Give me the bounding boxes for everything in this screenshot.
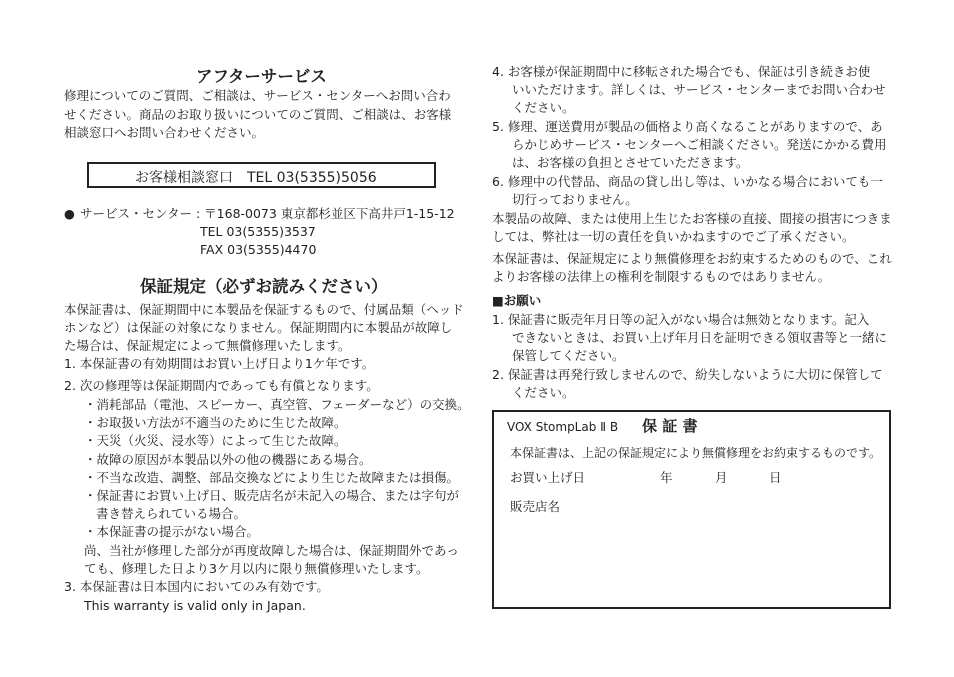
bullet-icon: ●: [64, 206, 75, 221]
warranty-item-cont: ください。: [512, 100, 575, 115]
warranty-english-note: This warranty is valid only in Japan.: [84, 598, 306, 613]
purchase-day-label: 日: [769, 470, 782, 485]
request-item-2: 2. 保証書は再発行致しませんので、紛失しないように大切に保管して: [492, 367, 883, 382]
warranty-note: ても、修理した日より3ケ月以内に限り無償修理いたします。: [84, 561, 429, 576]
service-center-address: サービス・センター : 〒168-0073 東京都杉並区下高井戸1-15-12: [80, 206, 455, 221]
warranty-item-cont: いいただけます。詳しくは、サービス・センターまでお問い合わせ: [512, 82, 886, 97]
purchase-date-label: お買い上げ日: [510, 470, 586, 485]
warranty-subitem-cont: 書き替えられている場合。: [96, 506, 247, 521]
after-service-title: アフターサービス: [196, 67, 327, 86]
liability-line: 本製品の故障、または使用上生じたお客様の直接、間接の損害につきま: [492, 211, 892, 226]
warranty-item-5: 5. 修理、運送費用が製品の価格より高くなることがありますので、あ: [492, 119, 883, 134]
rights-line: よりお客様の法律上の権利を制限するものではありません。: [492, 269, 831, 284]
warranty-item-cont: は、お客様の負担とさせていただきます。: [512, 155, 749, 170]
purchase-year-label: 年: [660, 470, 673, 485]
warranty-subitem: ・不当な改造、調整、部品交換などにより生じた故障または損傷。: [84, 470, 460, 485]
consult-box: [87, 162, 436, 188]
warranty-line: 本保証書は、保証期間中に本製品を保証するもので、付属品類（ヘッド: [64, 302, 464, 317]
warranty-subitem: ・お取扱い方法が不適当のために生じた故障。: [84, 415, 347, 430]
warranty-subitem: ・消耗部品（電池、スピーカー、真空管、フェーダーなど）の交換。: [84, 397, 470, 412]
request-item-cont: 保管してください。: [512, 348, 625, 363]
warranty-rules-title: 保証規定（必ずお読みください）: [140, 277, 388, 296]
request-heading: ■お願い: [492, 293, 542, 308]
rights-line: 本保証書は、保証規定により無償修理をお約束するためのもので、これ: [492, 251, 892, 266]
after-service-line: 修理についてのご質問、ご相談は、サービス・センターへお問い合わ: [64, 88, 451, 103]
warranty-card-statement: 本保証書は、上記の保証規定により無償修理をお約束するものです。: [510, 446, 882, 460]
product-name: VOX StompLab Ⅱ B: [507, 420, 619, 434]
warranty-subitem: ・天災（火災、浸水等）によって生じた故障。: [84, 433, 347, 448]
consult-box-text: お客様相談窓口 TEL 03(5355)5056: [135, 170, 377, 186]
warranty-note: 尚、当社が修理した部分が再度故障した場合は、保証期間外であっ: [84, 543, 459, 558]
warranty-line: ホンなど）は保証の対象になりません。保証期間内に本製品が故障し: [64, 320, 453, 335]
warranty-subitem: ・故障の原因が本製品以外の他の機器にある場合。: [84, 452, 372, 467]
warranty-card-title: 保 証 書: [642, 417, 698, 435]
warranty-item-1: 1. 本保証書の有効期間はお買い上げ日より1ケ年です。: [64, 356, 375, 371]
request-item-cont: できないときは、お買い上げ年月日を証明できる領収書等と一緒に: [512, 330, 888, 345]
request-item-1: 1. 保証書に販売年月日等の記入がない場合は無効となります。記入: [492, 312, 870, 327]
service-center-tel: TEL 03(5355)3537: [200, 224, 316, 239]
warranty-line: た場合は、保証規定によって無償修理いたします。: [64, 338, 351, 353]
warranty-item-2: 2. 次の修理等は保証期間内であっても有償となります。: [64, 378, 379, 393]
store-name-label: 販売店名: [510, 499, 561, 514]
liability-line: しては、弊社は一切の責任を負いかねますのでご了承ください。: [492, 229, 855, 244]
warranty-item-cont: らかじめサービス・センターへご相談ください。発送にかかる費用: [512, 137, 887, 152]
after-service-line: 相談窓口へお問い合わせください。: [64, 125, 265, 140]
warranty-subitem: ・保証書にお買い上げ日、販売店名が未記入の場合、または字句が: [84, 488, 460, 503]
after-service-line: せください。商品のお取り扱いについてのご質問、ご相談は、お客様: [64, 107, 452, 122]
service-center-fax: FAX 03(5355)4470: [200, 242, 317, 257]
warranty-item-cont: 切行っておりません。: [512, 192, 638, 207]
warranty-item-6: 6. 修理中の代替品、商品の貸し出し等は、いかなる場合においても一: [492, 174, 883, 189]
purchase-month-label: 月: [715, 470, 728, 485]
warranty-subitem: ・本保証書の提示がない場合。: [84, 524, 260, 539]
warranty-item-3: 3. 本保証書は日本国内においてのみ有効です。: [64, 579, 329, 594]
request-item-cont: ください。: [512, 385, 575, 400]
warranty-item-4: 4. お客様が保証期間中に移転された場合でも、保証は引き続きお使: [492, 64, 871, 79]
